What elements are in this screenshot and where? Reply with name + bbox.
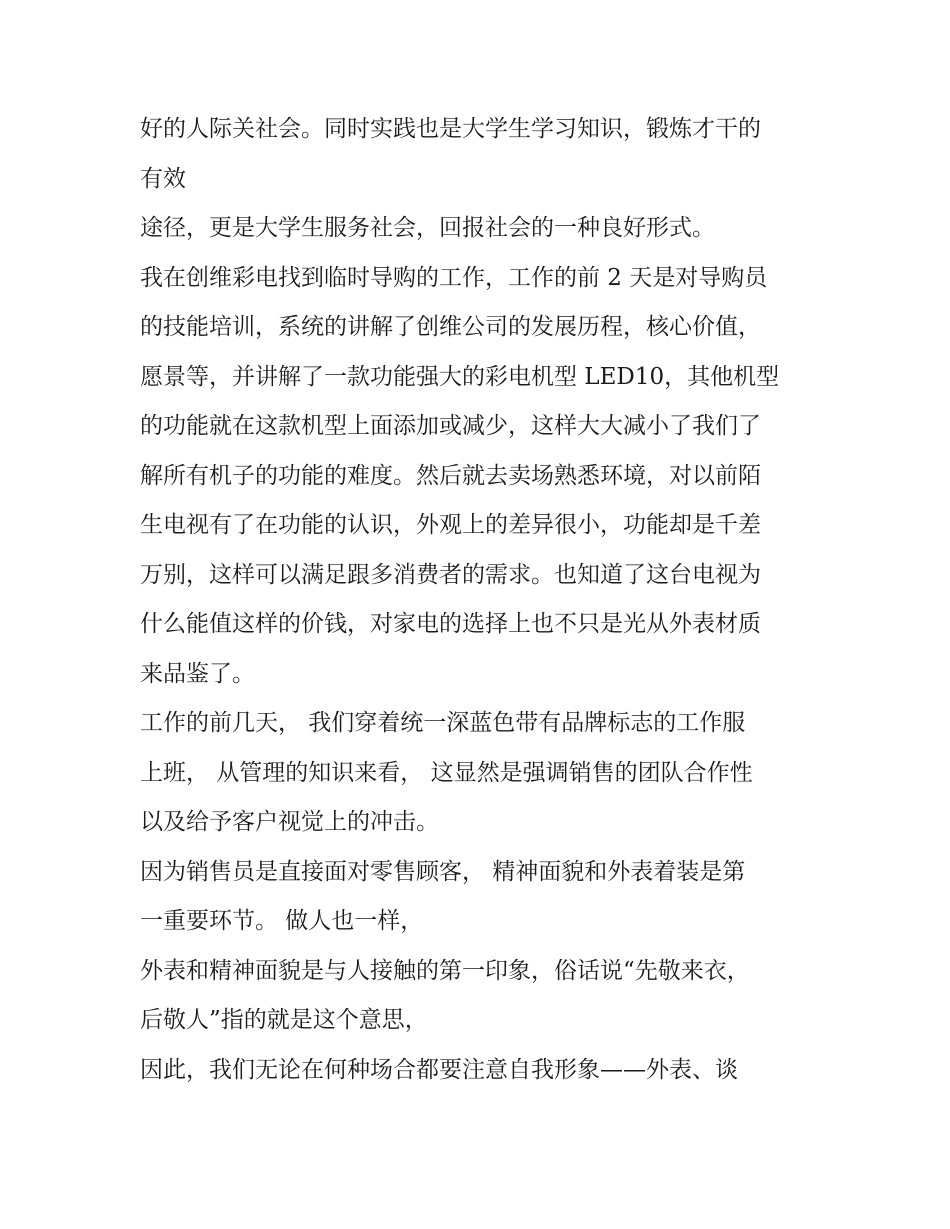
text-line: 途径，更是大学生服务社会，回报社会的一种良好形式。 [140,215,715,241]
document-body [140,105,830,1095]
text-line: 生电视有了在功能的认识，外观上的差异很小，功能却是千差 [140,512,761,538]
text-line: 愿景等，并讲解了一款功能强大的彩电机型 LED10，其他机型 [140,363,780,390]
text-line: 的技能培训，系统的讲解了创维公司的发展历程，核心价值， [140,314,761,340]
text-line: 因为销售员是直接面对零售顾客， 精神面貌和外表着装是第 [140,858,746,885]
text-line: 上班， 从管理的知识来看， 这显然是强调销售的团队合作性 [140,759,753,786]
text-line: 工作的前几天， 我们穿着统一深蓝色带有品牌标志的工作服 [140,710,746,736]
text-line: 解所有机子的功能的难度。然后就去卖场熟悉环境，对以前陌 [140,462,761,489]
text-line: 来品鉴了。 [140,660,255,687]
text-line: 好的人际关社会。同时实践也是大学生学习知识，锻炼才干的 [140,116,761,142]
text-line: 后敬人”指的就是这个意思， [140,1007,428,1033]
text-line: 我在创维彩电找到临时导购的工作，工作的前 2 天是对导购员 [140,264,768,291]
text-line: 一重要环节。 做人也一样， [140,908,424,934]
text-line: 有效 [140,165,186,192]
text-line: 以及给予客户视觉上的冲击。 [140,809,439,835]
text-line: 什么能值这样的价钱，对家电的选择上也不只是光从外表材质 [140,611,761,637]
text-line: 因此，我们无论在何种场合都要注意自我形象——外表、谈 [140,1056,738,1083]
text-line: 万别，这样可以满足跟多消费者的需求。也知道了这台电视为 [140,561,761,588]
text-line: 外表和精神面貌是与人接触的第一印象，俗话说“先敬来衣， [140,957,750,984]
text-line: 的功能就在这款机型上面添加或减少，这样大大减小了我们了 [140,413,761,439]
